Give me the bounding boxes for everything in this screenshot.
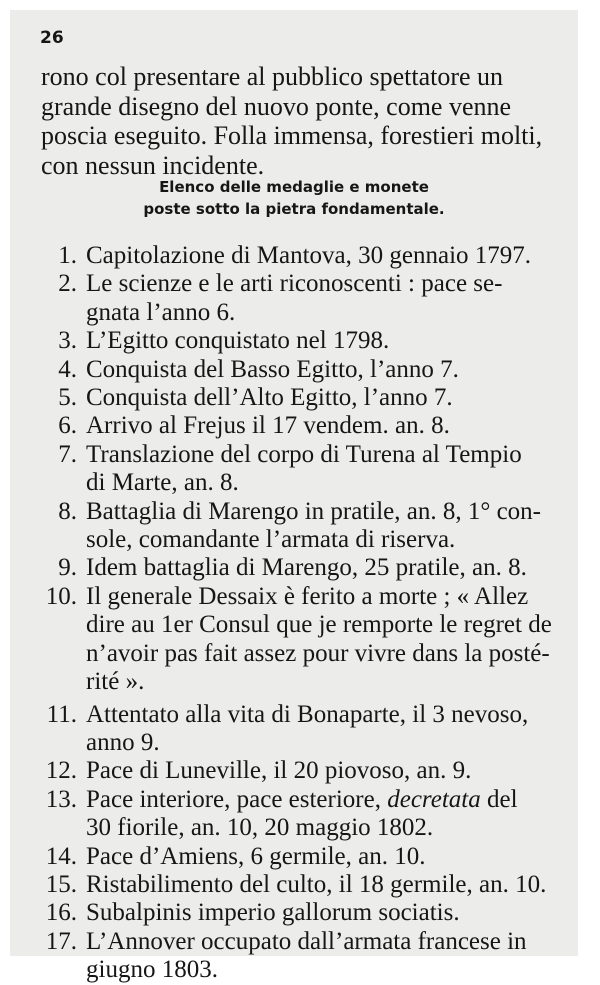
list-item — [41, 843, 571, 871]
list-item — [41, 786, 571, 843]
book-page — [10, 10, 578, 984]
item-text: anno 9. — [86, 728, 160, 756]
list-item — [41, 583, 571, 697]
item-text: Pace di Luneville, il 20 piovoso, an. 9. — [86, 757, 472, 785]
item-text: Le scienze e le arti riconoscenti : pace se- — [86, 270, 503, 298]
item-text: del — [486, 785, 518, 813]
item-number: 8. — [58, 497, 77, 525]
item-number: 9. — [58, 554, 77, 582]
item-text: L’Annover occupato dall’armata francese in — [86, 927, 527, 955]
item-number: 11. — [46, 700, 77, 728]
list-item — [41, 384, 571, 412]
item-number: 13. — [45, 785, 77, 813]
item-text: L’Egitto conquistato nel 1798. — [86, 327, 390, 355]
item-text: Conquista del Basso Egitto, l’anno 7. — [86, 355, 459, 383]
item-text-line — [86, 786, 571, 814]
list-item — [41, 327, 571, 355]
heading-line: poste sotto la pietra fondamentale. — [143, 200, 445, 218]
intro-line: con nessun incidente. — [41, 150, 265, 180]
item-number: 3. — [58, 327, 77, 355]
item-text: Attentato alla vita di Bonaparte, il 3 nevoso, — [86, 700, 529, 728]
item-text: rité ». — [86, 668, 145, 696]
list-item — [41, 554, 571, 582]
item-text: Ristabilimento del culto, il 18 germile, an. 10. — [86, 870, 547, 898]
list-item — [41, 899, 571, 927]
list-item — [41, 928, 571, 985]
item-text: Battaglia di Marengo in pratile, an. 8, 1° con- — [86, 497, 542, 525]
intro-line: poscia eseguito. Folla immensa, forestieri molti, — [41, 121, 543, 150]
list-item — [41, 412, 571, 440]
item-italic-word: decretata — [387, 785, 481, 813]
item-number: 10. — [45, 582, 77, 610]
item-text: n’avoir pas fait assez pour vivre dans la posté- — [86, 639, 550, 667]
item-text: Subalpinis imperio gallorum sociatis. — [86, 899, 460, 927]
item-text: Arrivo al Frejus il 17 vendem. an. 8. — [86, 412, 450, 440]
list-item — [41, 701, 571, 758]
page-number: 26 — [40, 28, 64, 48]
item-number: 1. — [58, 242, 77, 269]
item-number: 2. — [58, 270, 77, 298]
item-text: 30 fiorile, an. 10, 20 maggio 1802. — [86, 814, 434, 842]
item-text: Pace d’Amiens, 6 germile, an. 10. — [86, 842, 426, 870]
item-number: 14. — [45, 842, 77, 870]
item-number: 15. — [45, 870, 77, 898]
item-number: 12. — [45, 757, 77, 785]
item-text: Il generale Dessaix è ferito a morte ; « Allez — [86, 582, 529, 610]
intro-paragraph — [41, 62, 567, 180]
item-text: Capitolazione di Mantova, 30 gennaio 1797. — [86, 242, 532, 269]
item-text: sole, comandante l’armata di riserva. — [86, 526, 456, 554]
list-item — [41, 498, 571, 555]
intro-line: rono col presentare al pubblico spettatore un — [41, 62, 504, 91]
item-number: 17. — [45, 927, 77, 955]
item-text: Idem battaglia di Marengo, 25 pratile, an. 8. — [86, 554, 527, 582]
item-number: 16. — [45, 899, 77, 927]
medal-list — [41, 242, 571, 985]
intro-line: grande disegno del nuovo ponte, come venne — [41, 91, 512, 121]
heading-line: Elenco delle medaglie e monete — [159, 178, 429, 196]
item-text: giugno 1803. — [86, 956, 218, 984]
item-text: dire au 1er Consul que je remporte le regret de — [86, 611, 552, 639]
item-text: di Marte, an. 8. — [86, 469, 239, 497]
list-item — [41, 242, 571, 270]
list-item — [41, 441, 571, 498]
item-number: 6. — [58, 412, 77, 440]
section-heading — [90, 176, 498, 220]
item-number: 5. — [58, 384, 77, 412]
list-item — [41, 871, 571, 899]
list-item — [41, 270, 571, 327]
item-text: Translazione del corpo di Turena al Tempio — [86, 440, 522, 468]
list-item — [41, 356, 571, 384]
item-text: Conquista dell’Alto Egitto, l’anno 7. — [86, 384, 453, 412]
item-text: Pace interiore, pace esteriore, — [86, 785, 381, 813]
item-number: 7. — [58, 440, 77, 468]
item-number: 4. — [58, 355, 77, 383]
item-text: gnata l’anno 6. — [86, 298, 236, 326]
list-item — [41, 757, 571, 785]
